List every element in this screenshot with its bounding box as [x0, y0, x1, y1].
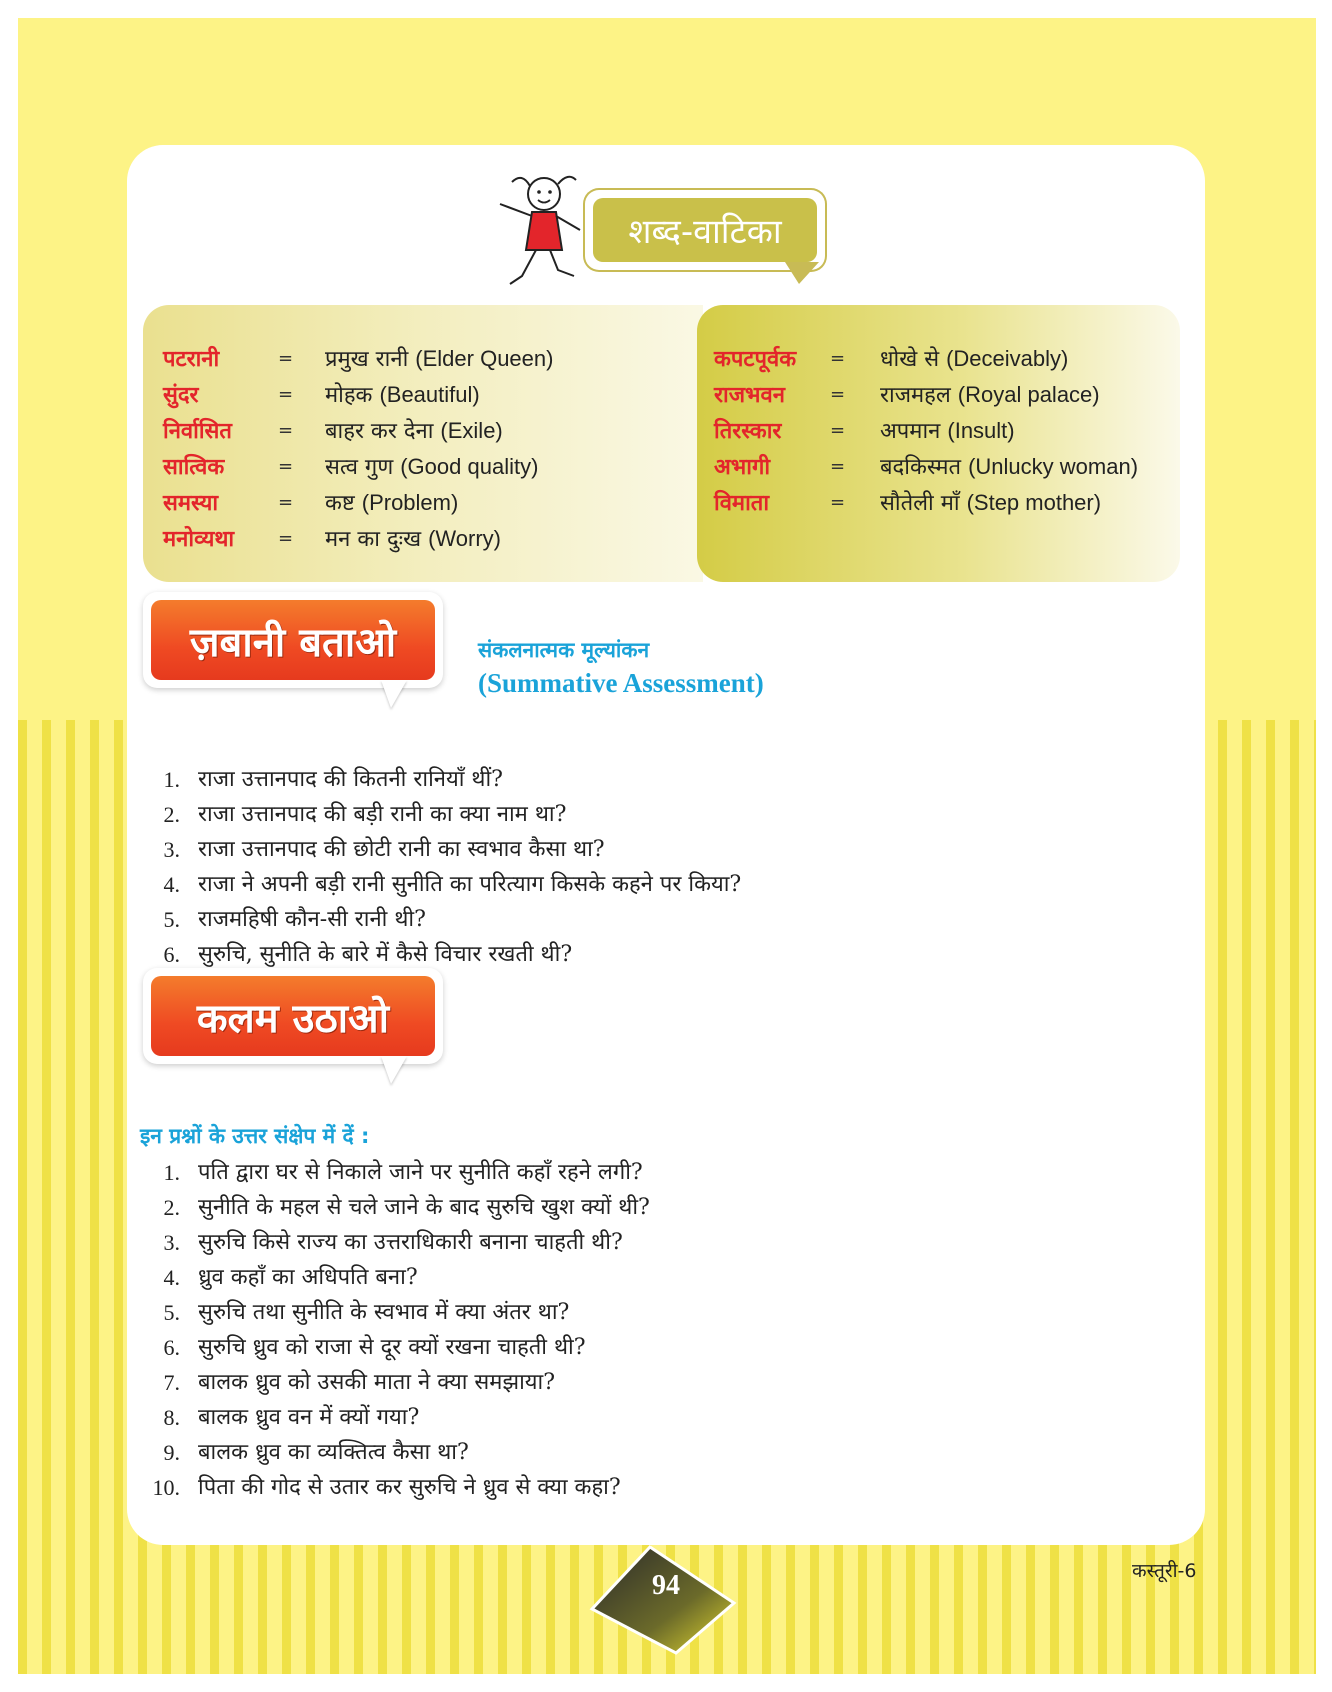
vocab-meaning: [325, 342, 553, 377]
vocab-meaning-hindi: मोहक: [325, 383, 373, 408]
vocab-meaning-hindi: प्रमुख रानी: [325, 347, 409, 372]
section-badge-oral: [143, 592, 443, 722]
vocab-row: [714, 486, 1274, 520]
question-number: 6.: [163, 1335, 180, 1360]
question-text: राजा उत्तानपाद की कितनी रानियाँ थीं?: [198, 767, 503, 792]
question-number: 4.: [163, 1265, 180, 1290]
book-name: कस्तूरी-6: [1132, 1560, 1197, 1582]
question-text: पति द्वारा घर से निकाले जाने पर सुनीति कहाँ रहने लगी?: [198, 1160, 643, 1185]
vocab-term: अभागी: [714, 454, 771, 480]
question-text: सुरुचि, सुनीति के बारे में कैसे विचार रखती थी?: [198, 942, 573, 967]
question-number: 3.: [163, 1230, 180, 1255]
vocab-meaning-hindi: बदकिस्मत: [880, 455, 962, 480]
vocab-meaning: [325, 486, 458, 521]
vocab-meaning-english: (Deceivably): [946, 346, 1069, 371]
vocab-meaning: [880, 486, 1101, 521]
equals-sign: =: [830, 348, 846, 369]
vocab-row: [163, 450, 723, 484]
equals-sign: =: [278, 384, 294, 405]
question-text: पिता की गोद से उतार कर सुरुचि ने ध्रुव से क्या कहा?: [198, 1475, 621, 1500]
question-text: सुरुचि ध्रुव को राजा से दूर क्यों रखना चाहती थी?: [198, 1335, 586, 1360]
question-text: बालक ध्रुव को उसकी माता ने क्या समझाया?: [198, 1370, 556, 1395]
vocab-term: सात्विक: [163, 454, 225, 480]
heading-badge: [585, 190, 825, 270]
vocab-meaning: [325, 378, 480, 413]
vocab-row: [163, 414, 723, 448]
vocab-meaning-hindi: बाहर कर देना: [325, 419, 434, 444]
equals-sign: =: [830, 384, 846, 405]
assessment-hindi: संकलनात्मक मूल्यांकन: [478, 638, 650, 662]
vocab-meaning: [880, 378, 1100, 413]
question-number: 1.: [163, 767, 180, 792]
question-text: सुनीति के महल से चले जाने के बाद सुरुचि खुश क्यों थी?: [198, 1195, 650, 1220]
vocab-meaning-hindi: मन का दुःख: [325, 527, 422, 552]
equals-sign: =: [278, 492, 294, 513]
question-text: बालक ध्रुव का व्यक्तित्व कैसा था?: [198, 1440, 469, 1465]
question-text: राजा उत्तानपाद की बड़ी रानी का क्या नाम था?: [198, 802, 567, 827]
vocab-row: [714, 414, 1274, 448]
equals-sign: =: [278, 456, 294, 477]
equals-sign: =: [830, 420, 846, 441]
vocab-term: विमाता: [714, 490, 770, 516]
vocab-meaning-english: (Exile): [440, 418, 503, 443]
vocab-term: सुंदर: [163, 382, 199, 408]
question-number: 5.: [163, 907, 180, 932]
section-badge-write: [143, 968, 443, 1098]
assessment-english: (Summative Assessment): [478, 668, 764, 698]
question-text: ध्रुव कहाँ का अधिपति बना?: [198, 1265, 418, 1290]
vocab-meaning-hindi: कष्ट: [325, 491, 355, 516]
vocab-row: [714, 378, 1274, 412]
vocab-row: [714, 450, 1274, 484]
equals-sign: =: [830, 492, 846, 513]
vocab-meaning-english: (Problem): [361, 490, 459, 515]
question-number: 8.: [163, 1405, 180, 1430]
question-text: बालक ध्रुव वन में क्यों गया?: [198, 1405, 420, 1430]
vocab-term: पटरानी: [163, 346, 220, 372]
vocab-meaning-english: (Royal palace): [957, 382, 1100, 407]
vocab-row: [163, 486, 723, 520]
question-number: 1.: [163, 1160, 180, 1185]
vocab-meaning-hindi: अपमान: [880, 419, 941, 444]
equals-sign: =: [278, 348, 294, 369]
vocab-meaning-english: (Beautiful): [379, 382, 480, 407]
question-number: 9.: [163, 1440, 180, 1465]
section-badge-write-title: कलम उठाओ: [151, 976, 435, 1056]
vocab-meaning-english: (Worry): [428, 526, 501, 551]
vocab-meaning-hindi: सौतेली माँ: [880, 491, 960, 516]
vocab-meaning-english: (Insult): [947, 418, 1015, 443]
vocab-term: निर्वासित: [163, 418, 232, 444]
question-text: सुरुचि तथा सुनीति के स्वभाव में क्या अंतर था?: [198, 1300, 570, 1325]
vocab-term: तिरस्कार: [714, 418, 782, 444]
heading-badge-tail: [785, 262, 819, 284]
vocab-row: [163, 522, 723, 556]
vocab-term: कपटपूर्वक: [714, 346, 797, 372]
vocab-term: समस्या: [163, 490, 219, 516]
question-number: 10.: [152, 1475, 180, 1500]
vocab-meaning-english: (Unlucky woman): [968, 454, 1139, 479]
vocab-row: [163, 342, 723, 376]
vocab-meaning: [880, 450, 1138, 485]
equals-sign: =: [278, 420, 294, 441]
running-girl-illustration: [482, 172, 592, 290]
vocab-term: राजभवन: [714, 382, 785, 408]
question-number: 5.: [163, 1300, 180, 1325]
section-badge-oral-title: ज़बानी बताओ: [151, 600, 435, 680]
question-number: 4.: [163, 872, 180, 897]
question-text: राजा उत्तानपाद की छोटी रानी का स्वभाव कैसा था?: [198, 837, 605, 862]
vocab-meaning: [880, 342, 1068, 377]
vocab-meaning-hindi: सत्व गुण: [325, 455, 394, 480]
equals-sign: =: [830, 456, 846, 477]
vocab-meaning-english: (Elder Queen): [415, 346, 554, 371]
vocab-row: [714, 342, 1274, 376]
vocab-meaning: [880, 414, 1015, 449]
question-text: सुरुचि किसे राज्य का उत्तराधिकारी बनाना चाहती थी?: [198, 1230, 623, 1255]
vocab-meaning-english: (Good quality): [400, 454, 539, 479]
vocab-meaning-hindi: राजमहल: [880, 383, 951, 408]
vocab-meaning-hindi: धोखे से: [880, 347, 940, 372]
vocab-row: [163, 378, 723, 412]
question-number: 3.: [163, 837, 180, 862]
question-text: राजा ने अपनी बड़ी रानी सुनीति का परित्याग किसके कहने पर किया?: [198, 872, 742, 897]
vocab-term: मनोव्यथा: [163, 526, 235, 552]
heading-title: शब्द-वाटिका: [593, 198, 817, 262]
question-number: 7.: [163, 1370, 180, 1395]
question-number: 6.: [163, 942, 180, 967]
vocab-meaning: [325, 450, 538, 485]
vocab-meaning-english: (Step mother): [966, 490, 1102, 515]
question-text: राजमहिषी कौन-सी रानी थी?: [198, 907, 426, 932]
question-number: 2.: [163, 1195, 180, 1220]
written-instruction: इन प्रश्नों के उत्तर संक्षेप में दें :: [140, 1124, 370, 1148]
page-number: 94: [652, 1570, 680, 1601]
question-number: 2.: [163, 802, 180, 827]
equals-sign: =: [278, 528, 294, 549]
vocab-meaning: [325, 414, 503, 449]
vocab-meaning: [325, 522, 501, 557]
